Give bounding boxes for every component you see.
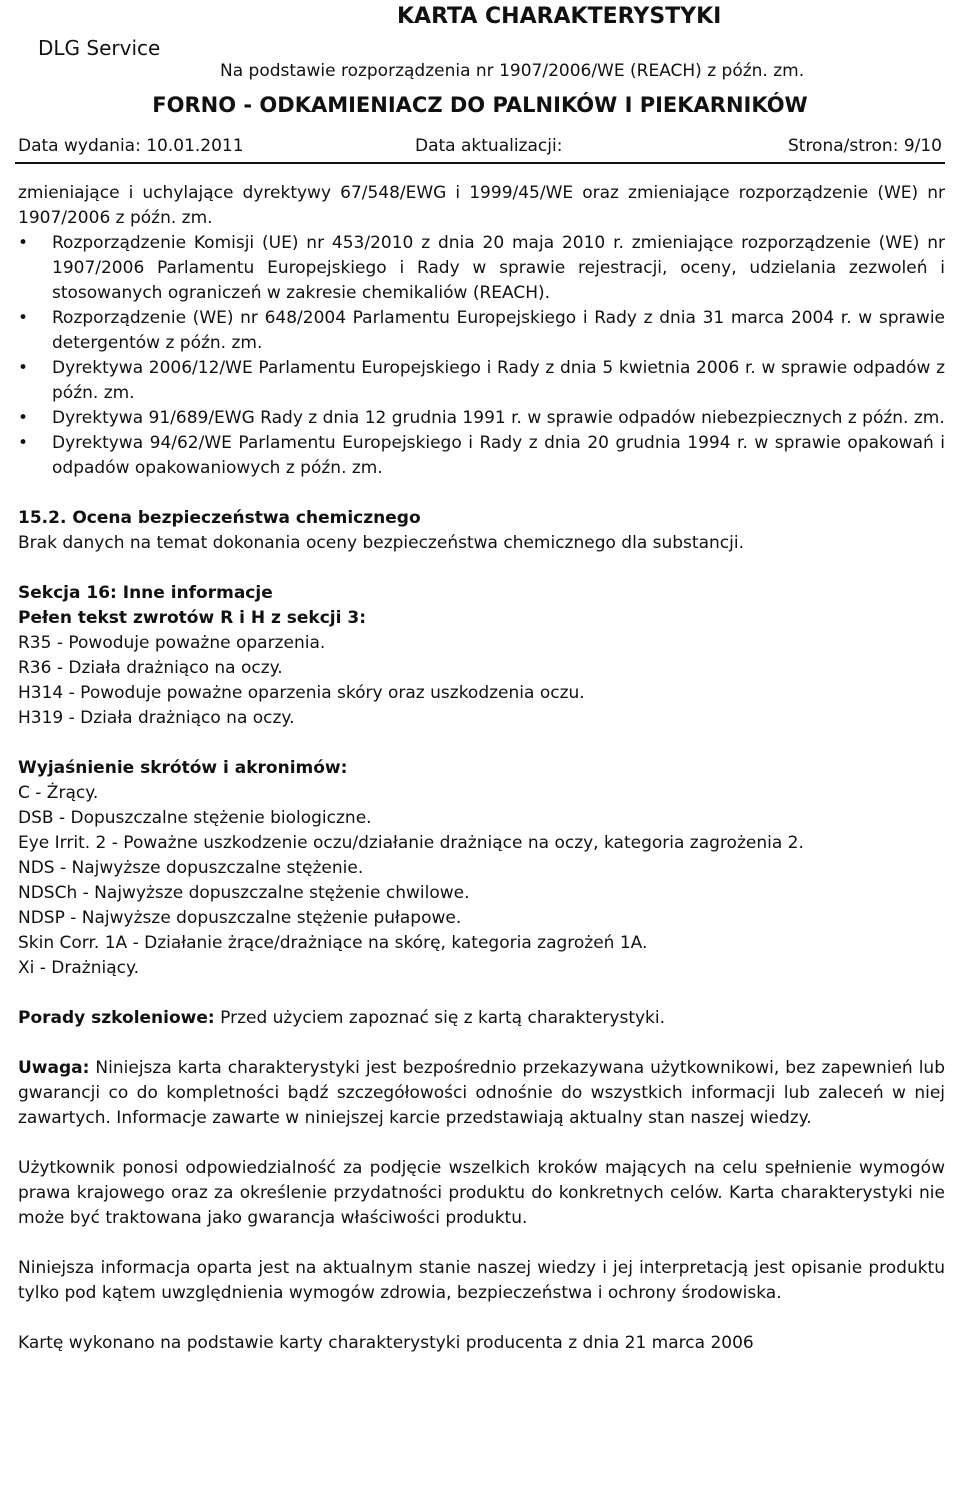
phrase-item: H314 - Powoduje poważne oparzenia skóry oraz uszkodzenia oczu.: [18, 683, 585, 703]
page-content: [18, 181, 945, 1356]
phrase-item: R35 - Powoduje poważne oparzenia.: [18, 633, 326, 653]
page-number: Strona/stron: 9/10: [787, 136, 942, 156]
update-date: Data aktualizacji:: [415, 136, 563, 156]
regulation-continuation: zmieniające i uchylające dyrektywy 67/548/EWG i 1999/45/WE oraz zmieniające rozporządzenie (WE) nr 1907/2006 z późn. zm.: [18, 183, 945, 228]
issue-date: Data wydania: 10.01.2011: [18, 136, 244, 156]
regulation-item: • Dyrektywa 2006/12/WE Parlamentu Europejskiego i Rady z dnia 5 kwietnia 2006 r. w sprawie odpadów z późn. zm.: [18, 358, 945, 403]
bullet-icon: •: [18, 308, 29, 328]
abbreviation-item: DSB - Dopuszczalne stężenie biologiczne.: [18, 808, 372, 828]
regulation-item: • Rozporządzenie Komisji (UE) nr 453/2010 z dnia 20 maja 2010 r. zmieniające rozporządzenie (WE) nr 1907/2006 Parlamentu Europejskiego i Rady w sprawie rejestracji, oceny, udzielania zezwoleń i stosowanych ograniczeń w zakresie chemikaliów (REACH).: [18, 233, 945, 303]
header-divider: [15, 162, 945, 164]
regulation-list: [18, 231, 945, 481]
abbreviation-item: NDS - Najwyższe dopuszczalne stężenie.: [18, 858, 364, 878]
phrase-item: H319 - Działa drażniąco na oczy.: [18, 708, 295, 728]
abbreviation-item: Skin Corr. 1A - Działanie żrące/drażniące na skórę, kategoria zagrożeń 1A.: [18, 933, 648, 953]
phrase-item: R36 - Działa drażniąco na oczy.: [18, 658, 283, 678]
abbreviation-item: Xi - Drażniący.: [18, 958, 140, 978]
bullet-icon: •: [18, 358, 29, 378]
section-15-2-text: Brak danych na temat dokonania oceny bezpieczeństwa chemicznego dla substancji.: [18, 533, 744, 553]
regulation-item: • Dyrektywa 91/689/EWG Rady z dnia 12 grudnia 1991 r. w sprawie odpadów niebezpiecznych z późn. zm.: [18, 406, 945, 431]
legal-basis: Na podstawie rozporządzenia nr 1907/2006/WE (REACH) z późn. zm.: [220, 61, 805, 81]
abbreviation-item: NDSCh - Najwyższe dopuszczalne stężenie chwilowe.: [18, 883, 470, 903]
abbreviation-item: C - Żrący.: [18, 783, 99, 803]
section-15-2-title: 15.2. Ocena bezpieczeństwa chemicznego: [18, 508, 421, 528]
bullet-icon: •: [18, 233, 29, 253]
training-text: Przed użyciem zapoznać się z kartą charakterystyki.: [214, 1008, 666, 1028]
training-label: Porady szkoleniowe:: [18, 1008, 215, 1028]
bullet-icon: •: [18, 408, 29, 428]
bullet-icon: •: [18, 433, 29, 453]
note-text: Niniejsza karta charakterystyki jest bezpośrednio przekazywana użytkownikowi, bez zapewnień lub gwarancji co do kompletności bądź szczegółowości odnośnie do wszystkich informacji lub zaleceń w niej zawartych. Informacje zawarte w niniejszej karcie przedstawiają aktualny stan naszej wiedzy.: [18, 1058, 945, 1128]
information-paragraph: Niniejsza informacja oparta jest na aktualnym stanie naszej wiedzy i jej interpretacją jest opisanie produktu tylko pod kątem uwzględnienia wymogów zdrowia, bezpieczeństwa i ochrony środowiska.: [18, 1258, 945, 1303]
section-16-title: Sekcja 16: Inne informacje: [18, 583, 273, 603]
phrases-title: Pełen tekst zwrotów R i H z sekcji 3:: [18, 608, 367, 628]
abbreviation-item: Eye Irrit. 2 - Poważne uszkodzenie oczu/działanie drażniące na oczy, kategoria zagrożenia 2.: [18, 833, 804, 853]
company-name: DLG Service: [38, 36, 161, 60]
note-label: Uwaga:: [18, 1058, 90, 1078]
source-note: Kartę wykonano na podstawie karty charakterystyki producenta z dnia 21 marca 2006: [18, 1333, 754, 1353]
product-name: FORNO - ODKAMIENIACZ DO PALNIKÓW I PIEKARNIKÓW: [152, 93, 808, 117]
document-title: KARTA CHARAKTERYSTYKI: [397, 4, 722, 29]
regulation-item: • Rozporządzenie (WE) nr 648/2004 Parlamentu Europejskiego i Rady z dnia 31 marca 2004 r. w sprawie detergentów z późn. zm.: [18, 308, 945, 353]
training-advice: [18, 1006, 945, 1031]
note-paragraph: [18, 1056, 945, 1131]
regulation-item: • Dyrektywa 94/62/WE Parlamentu Europejskiego i Rady z dnia 20 grudnia 1994 r. w sprawie opakowań i odpadów opakowaniowych z późn. zm.: [18, 433, 945, 478]
abbreviation-item: NDSP - Najwyższe dopuszczalne stężenie pułapowe.: [18, 908, 462, 928]
user-responsibility-paragraph: Użytkownik ponosi odpowiedzialność za podjęcie wszelkich kroków mających na celu spełnienie wymogów prawa krajowego oraz za określenie przydatności produktu do konkretnych celów. Karta charakterystyki nie może być traktowana jako gwarancja właściwości produktu.: [18, 1158, 945, 1228]
abbreviations-title: Wyjaśnienie skrótów i akronimów:: [18, 758, 348, 778]
